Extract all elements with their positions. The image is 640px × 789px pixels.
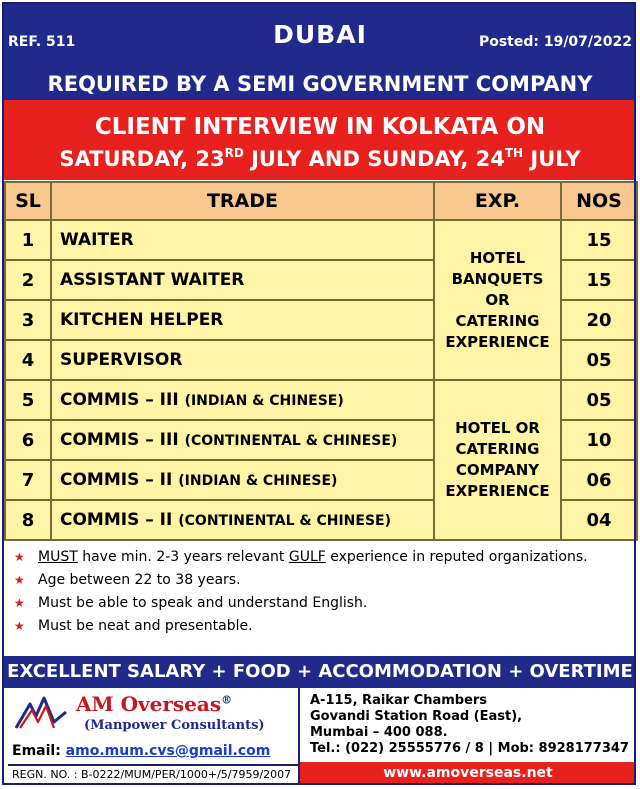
row-nos: 05 xyxy=(561,340,637,380)
row-trade: COMMIS – II (INDIAN & CHINESE) xyxy=(51,460,434,500)
job-location: DUBAI xyxy=(273,20,367,49)
experience-group-2: HOTEL OR CATERING COMPANY EXPERIENCE xyxy=(434,380,561,540)
row-nos: 06 xyxy=(561,460,637,500)
row-trade: COMMIS – II (CONTINENTAL & CHINESE) xyxy=(51,500,434,540)
row-sl: 4 xyxy=(5,340,51,380)
list-item: ★ Age between 22 to 38 years. xyxy=(14,572,241,588)
list-item: ★ Must be able to speak and understand English. xyxy=(14,595,368,611)
row-sl: 6 xyxy=(5,420,51,460)
row-nos: 15 xyxy=(561,260,637,300)
header-trade: TRADE xyxy=(51,182,434,220)
company-name: AM Overseas® xyxy=(76,692,233,716)
employer-description: REQUIRED BY A SEMI GOVERNMENT COMPANY xyxy=(47,72,593,96)
list-item: ★ Must be neat and presentable. xyxy=(14,618,253,634)
interview-dates: SATURDAY, 23RD JULY AND SUNDAY, 24TH JULY xyxy=(59,146,581,171)
row-nos: 15 xyxy=(561,220,637,260)
header-sl: SL xyxy=(5,182,51,220)
row-sl: 3 xyxy=(5,300,51,340)
list-item: ★ MUST have min. 2-3 years relevant GULF experience in reputed organizations. xyxy=(14,549,588,565)
row-nos: 10 xyxy=(561,420,637,460)
row-nos: 04 xyxy=(561,500,637,540)
row-trade: WAITER xyxy=(51,220,434,260)
company-address: A-115, Raikar Chambers Govandi Station Road (East), Mumbai – 400 088. Tel.: (022) 25555776 / 8 | Mob: 8928177347 xyxy=(310,693,629,756)
website-link[interactable]: www.amoverseas.net xyxy=(300,762,636,785)
row-sl: 8 xyxy=(5,500,51,540)
page-border xyxy=(2,2,636,785)
row-trade: COMMIS – III (CONTINENTAL & CHINESE) xyxy=(51,420,434,460)
phone-numbers: Tel.: (022) 25555776 / 8 | Mob: 8928177347 xyxy=(310,741,629,756)
row-sl: 7 xyxy=(5,460,51,500)
reference-number: REF. 511 xyxy=(8,34,76,50)
benefits-banner: EXCELLENT SALARY + FOOD + ACCOMMODATION + OVERTIME xyxy=(4,656,636,688)
row-trade: SUPERVISOR xyxy=(51,340,434,380)
registration-number: REGN. NO. : B-0222/MUM/PER/1000+/5/7959/2007 xyxy=(8,764,298,784)
row-sl: 5 xyxy=(5,380,51,420)
company-tagline: (Manpower Consultants) xyxy=(84,718,265,733)
row-sl: 1 xyxy=(5,220,51,260)
row-nos: 20 xyxy=(561,300,637,340)
row-nos: 05 xyxy=(561,380,637,420)
header-nos: NOS xyxy=(561,182,637,220)
row-trade: KITCHEN HELPER xyxy=(51,300,434,340)
row-sl: 2 xyxy=(5,260,51,300)
experience-group-1: HOTEL BANQUETS OR CATERING EXPERIENCE xyxy=(434,220,561,380)
interview-heading: CLIENT INTERVIEW IN KOLKATA ON xyxy=(94,114,546,140)
row-trade: ASSISTANT WAITER xyxy=(51,260,434,300)
red-star-icon: ★ xyxy=(14,596,25,610)
red-star-icon: ★ xyxy=(14,573,25,587)
row-trade: COMMIS – III (INDIAN & CHINESE) xyxy=(51,380,434,420)
email-link[interactable]: amo.mum.cvs@gmail.com xyxy=(65,743,271,759)
red-star-icon: ★ xyxy=(14,550,25,564)
header-exp: EXP. xyxy=(434,182,561,220)
posted-date: Posted: 19/07/2022 xyxy=(478,34,632,50)
email-line: Email: amo.mum.cvs@gmail.com xyxy=(12,743,271,759)
red-star-icon: ★ xyxy=(14,619,25,633)
